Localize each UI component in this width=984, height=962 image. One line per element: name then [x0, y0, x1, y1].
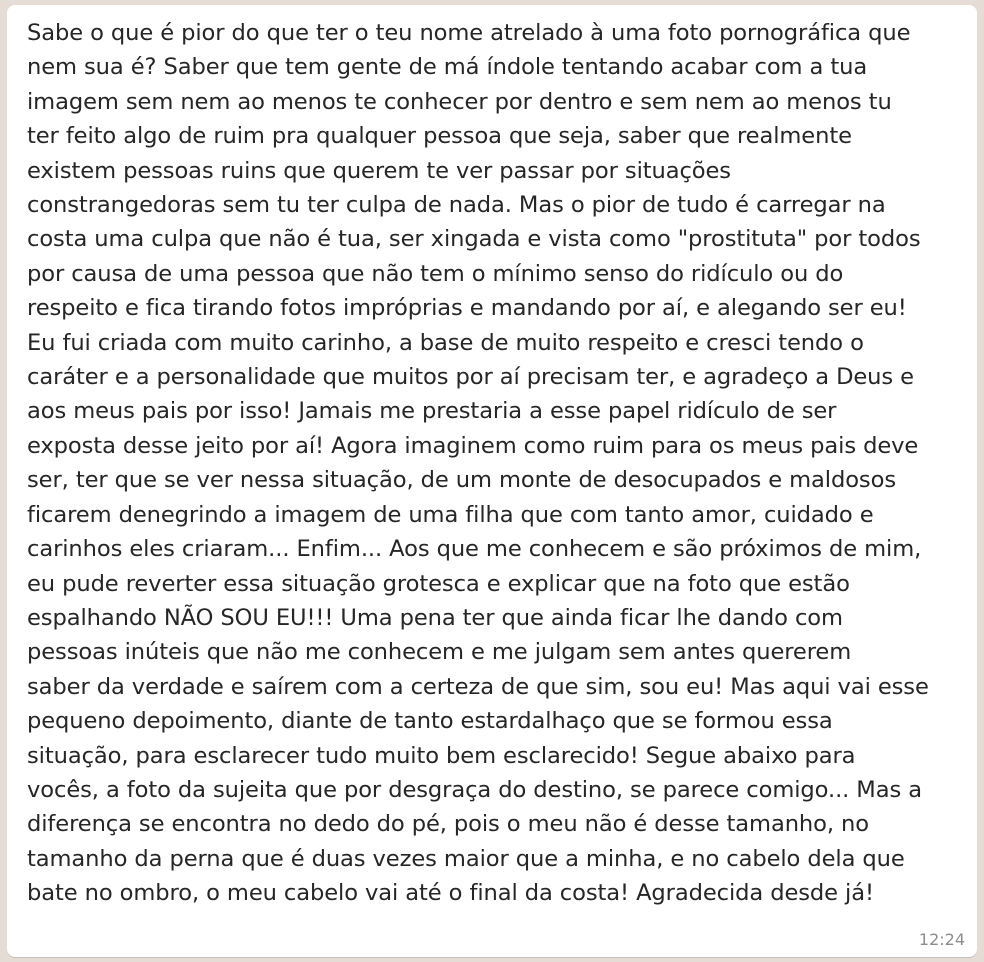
message-line: Eu fui criada com muito carinho, a base de muito respeito e cresci tendo o — [27, 329, 864, 356]
message-line: exposta desse jeito por aí! Agora imaginem como ruim para os meus pais deve — [27, 432, 919, 459]
message-bubble[interactable] — [7, 5, 977, 957]
message-line: ficarem denegrindo a imagem de uma filha que com tanto amor, cuidado e — [27, 501, 874, 528]
message-line: imagem sem nem ao menos te conhecer por dentro e sem nem ao menos tu — [27, 88, 892, 115]
message-text — [27, 16, 959, 911]
message-line: caráter e a personalidade que muitos por aí precisam ter, e agradeço a Deus e — [27, 364, 914, 391]
message-line: carinhos eles criaram... Enfim... Aos que me conhecem e são próximos de mim, — [27, 536, 922, 563]
message-line: aos meus pais por isso! Jamais me prestaria a esse papel ridículo de ser — [27, 398, 837, 425]
message-line: costa uma culpa que não é tua, ser xingada e vista como "prostituta" por todos — [27, 226, 921, 253]
message-line: espalhando NÃO SOU EU!!! Uma pena ter que ainda ficar lhe dando com — [27, 604, 843, 631]
message-line: existem pessoas ruins que querem te ver passar por situações — [27, 157, 731, 184]
message-line: pequeno depoimento, diante de tanto estardalhaço que se formou essa — [27, 708, 833, 735]
message-timestamp: 12:24 — [918, 930, 965, 949]
message-line: pessoas inúteis que não me conhecem e me julgam sem antes quererem — [27, 639, 852, 666]
message-line: constrangedoras sem tu ter culpa de nada. Mas o pior de tudo é carregar na — [27, 192, 886, 219]
message-line: ser, ter que se ver nessa situação, de um monte de desocupados e maldosos — [27, 467, 896, 494]
message-line: tamanho da perna que é duas vezes maior que a minha, e no cabelo dela que — [27, 845, 905, 872]
message-line: respeito e fica tirando fotos impróprias e mandando por aí, e alegando ser eu! — [27, 295, 907, 322]
message-line: Sabe o que é pior do que ter o teu nome atrelado à uma foto pornográfica que — [27, 20, 911, 46]
message-line: nem sua é? Saber que tem gente de má índole tentando acabar com a tua — [27, 54, 868, 81]
message-line: vocês, a foto da sujeita que por desgraça do destino, se parece comigo... Mas a — [27, 776, 922, 803]
message-line: diferença se encontra no dedo do pé, pois o meu não é desse tamanho, no — [27, 811, 869, 838]
message-line: bate no ombro, o meu cabelo vai até o final da costa! Agradecida desde já! — [27, 880, 874, 907]
message-line: saber da verdade e saírem com a certeza de que sim, sou eu! Mas aqui vai esse — [27, 673, 929, 700]
message-line: situação, para esclarecer tudo muito bem esclarecido! Segue abaixo para — [27, 742, 856, 769]
message-line: eu pude reverter essa situação grotesca e explicar que na foto que estão — [27, 570, 850, 597]
message-line: ter feito algo de ruim pra qualquer pessoa que seja, saber que realmente — [27, 123, 852, 150]
message-line: por causa de uma pessoa que não tem o mínimo senso do ridículo ou do — [27, 260, 844, 287]
